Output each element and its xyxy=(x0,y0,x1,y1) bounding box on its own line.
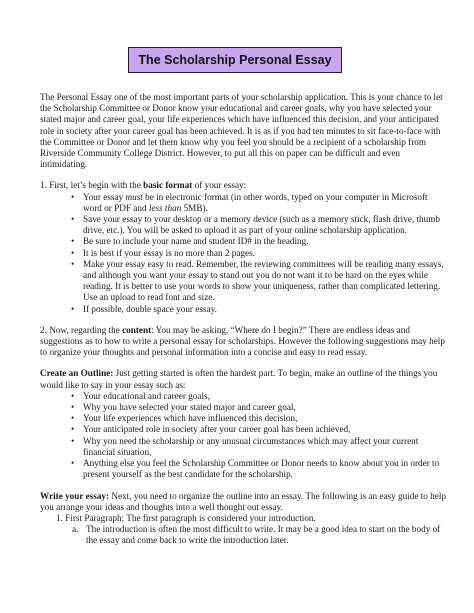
format-b1-b: must xyxy=(125,191,143,202)
format-b1-c: be in electronic format (in other words, typed on your computer in Microsoft word or PDF and xyxy=(83,191,428,213)
outline-paragraph xyxy=(40,368,446,390)
bullet-icon: • xyxy=(71,413,75,424)
bullet-icon: • xyxy=(71,402,75,413)
bullet-icon: • xyxy=(71,435,75,446)
document-body xyxy=(40,92,446,547)
outline-item: Your educational and career goals, xyxy=(83,390,210,401)
section2-lead: 2. Now, regarding the xyxy=(40,324,123,335)
section1-heading xyxy=(40,180,446,191)
bullet-icon: • xyxy=(71,258,75,269)
list-item xyxy=(71,304,446,315)
outline-item: Why you have selected your stated major and career goal, xyxy=(83,402,296,413)
list-item xyxy=(71,248,446,259)
section1-tail: of your essay: xyxy=(192,180,247,191)
format-b5: Make your essay easy to read. Remember, the reviewing committees will be reading many essays, and although you want your essay to stand out you do not want it to be hard on the eyes while reading. It is better to use your words to show your uniqueness, rather than complicated lettering. Use an upload to read font and size. xyxy=(83,258,444,303)
write-paragraph xyxy=(40,491,446,513)
outline-item: Anything else you feel the Scholarship Committee or Donor needs to know about you in order to present yourself as the best candidate for the scholarship. xyxy=(83,458,440,480)
list-item xyxy=(71,424,446,435)
outline-item: Your life experiences which have influenced this decision, xyxy=(83,413,298,424)
section2-paragraph xyxy=(40,325,446,359)
intro-paragraph: The Personal Essay one of the most important parts of your scholarship application. This is your chance to let the Scholarship Committee or Donor know your educational and career goals, why you have selected your stated major and career goal, your life experiences which have influenced this decision, and your anticipated role in society after your career goal has been achieved. It is as if you had ten minutes to sit face-to-face with the Committee or Donor and let them know why you feel you should be a recipient of a scholarship from Riverside Community College District. However, to put all this on paper can be difficult and even intimidating. xyxy=(40,92,443,170)
bullet-icon: • xyxy=(71,424,75,435)
bullet-icon: • xyxy=(71,303,75,314)
bullet-icon: • xyxy=(71,214,75,225)
sub-item-marker: a. xyxy=(72,524,79,535)
outline-text: Just getting started is often the hardest part. To begin, make an outline of the things you would like to say in your essay such as: xyxy=(40,368,438,390)
outline-item: Why you need the scholarship or any unusual circumstances which may affect your current financial situation, xyxy=(83,435,419,457)
list-item xyxy=(71,214,446,236)
format-bullet-list xyxy=(71,192,446,315)
format-b1-a: Your essay xyxy=(83,191,126,202)
list-item xyxy=(71,236,446,247)
bullet-icon: • xyxy=(71,247,75,258)
format-b6: If possible, double space your essay. xyxy=(83,303,217,314)
outline-bold: Create an Outline: xyxy=(40,368,114,379)
bullet-icon: • xyxy=(71,390,75,401)
format-b3: Be sure to include your name and student ID# in the heading. xyxy=(83,236,309,247)
document-title: The Scholarship Personal Essay xyxy=(128,47,342,73)
outline-bullet-list xyxy=(71,391,446,481)
write-bold: Write your essay: xyxy=(40,490,110,501)
list-item xyxy=(71,391,446,402)
section2-bold: content xyxy=(122,324,152,335)
list-item xyxy=(71,436,446,458)
section1-bold: basic format xyxy=(143,180,193,191)
format-b1-d: less than xyxy=(148,202,182,213)
bullet-icon: • xyxy=(71,458,75,469)
list-item xyxy=(71,458,446,480)
write-text: Next, you need to organize the outline into an essay. The following is an easy guide to help you arrange your ideas and thoughts into a well thought out essay. xyxy=(40,490,446,512)
list-item xyxy=(71,192,446,214)
bullet-icon: • xyxy=(71,191,75,202)
section2-tail: : You may be asking, “Where do I begin?” There are endless ideas and suggestions as to how to write a personal essay for scholarships. However the following suggestions may help to organize your thoughts and personal information into a concise and easy to read essay. xyxy=(40,324,445,358)
outline-item: Your anticipated role in society after your career goal has been achieved, xyxy=(83,424,351,435)
format-b4: It is best if your essay is no more than 2 pages. xyxy=(83,247,255,258)
list-item xyxy=(71,413,446,424)
sub-item-a-text: The introduction is often the most difficult to write. It may be a good idea to start on the body of the essay and come back to write the introduction later. xyxy=(86,524,441,546)
list-item xyxy=(71,259,446,304)
sub-item-a xyxy=(72,524,446,546)
format-b2: Save your essay to your desktop or a memory device (such as a memory stick, flash drive, thumb drive, etc.). You will be asked to upload it as part of your online scholarship application. xyxy=(83,214,440,236)
format-b1-e: 5MB). xyxy=(181,202,208,213)
list-item xyxy=(71,402,446,413)
section1-lead: 1. First, let’s begin with the xyxy=(40,180,144,191)
first-paragraph-item: 1. First Paragraph: The first paragraph is considered your introduction. xyxy=(56,512,316,523)
bullet-icon: • xyxy=(71,236,75,247)
